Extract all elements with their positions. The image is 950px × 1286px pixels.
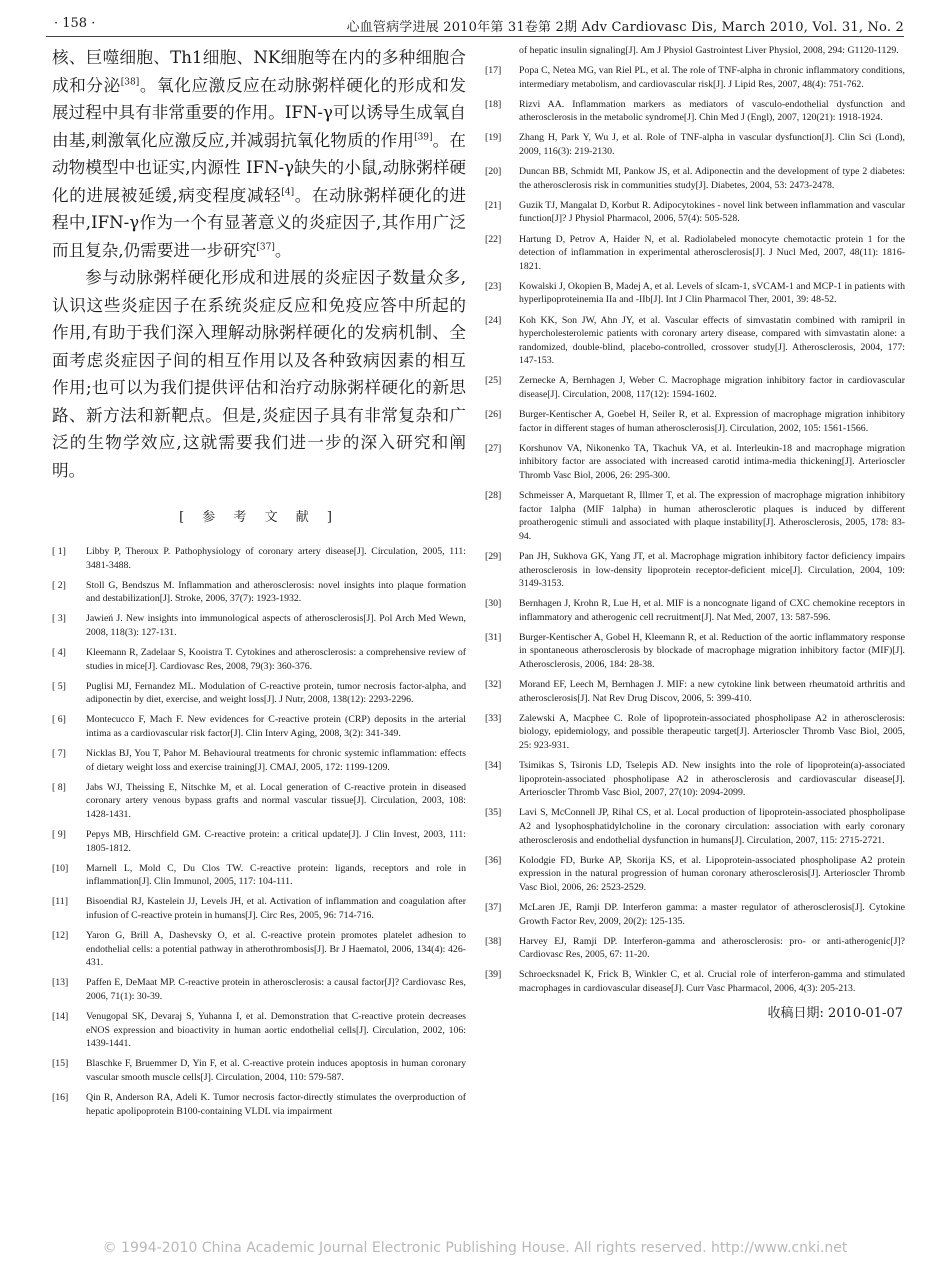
reference-text: Qin R, Anderson RA, Adeli K. Tumor necrosis factor-directly stimulates the overproduction of hepatic apolipoprotein B100-containing VLDL via impairment (86, 1092, 466, 1117)
reference-text: Venugopal SK, Devaraj S, Yuhanna I, et al. Demonstration that C-reactive protein decreases eNOS expression and bioactivity in human aortic endothelial cells[J]. Circulation, 2002, 106: 1439-1441. (86, 1011, 466, 1050)
reference-text: Bisoendial RJ, Kastelein JJ, Levels JH, et al. Activation of inflammation and coagulation after infusion of C-reactive protein in humans[J]. Circ Res, 2005, 96: 714-716. (86, 896, 466, 922)
reference-number: [35] (485, 807, 502, 819)
reference-number: [ 8] (52, 781, 66, 793)
reference-text: Puglisi MJ, Fernandez ML. Modulation of C-reactive protein, tumor necrosis factor-alpha, and adiponectin by diet, exercise, and weight loss[J]. J Nutr, 2008, 138(12): 2293-2296. (86, 680, 466, 706)
reference-text: Jabs WJ, Theissing E, Nitschke M, et al. Local generation of C-reactive protein in diseased coronary artery venous bypass grafts and normal vascular tissue[J]. Circulation, 2003, 108: 1428-1431. (86, 781, 466, 820)
copyright-footer: © 1994-2010 China Academic Journal Electronic Publishing House. All rights reserved. http://www.cnki.net (102, 1240, 848, 1256)
reference-number: [ 1] (52, 546, 66, 557)
reference-item (485, 199, 905, 226)
reference-item (52, 1091, 466, 1118)
reference-item (52, 646, 466, 673)
paragraph-text: 。氧化应激反应在动脉粥样硬化的形成和发展过程中具有非常重要的作用。IFN-γ可以诱导生成氧自由基,刺激氧化应激反应,并减弱抗氧化物质的作用 (52, 75, 467, 150)
reference-item (485, 806, 905, 847)
reference-text: Zernecke A, Bernhagen J, Weber C. Macrophage migration inhibitory factor in cardiovascular disease[J]. Circulation, 2008, 117(12): 1594-1602. (519, 375, 905, 400)
reference-text: Schmeisser A, Marquetant R, Illmer T, et al. The expression of macrophage migration inhibitory factor 1alpha (MIF 1alpha) in human atherosclerotic plaques is induced by different proatherogenic stimuli and associated with plaque instability[J]. Atherosclerosis, 2005, 178: 83-94. (519, 490, 905, 542)
reference-list-right (485, 64, 905, 995)
reference-text: Zalewski A, Macphee C. Role of lipoprotein-associated phospholipase A2 in atherosclerosis: biology, epidemiology, and possible therapeutic target[J]. Arterioscler Thromb Vasc Biol, 2005, 25: 923-931. (519, 712, 905, 752)
reference-number: [ 2] (52, 579, 66, 591)
reference-text: Kolodgie FD, Burke AP, Skorija KS, et al. Lipoprotein-associated phospholipase A2 protein expression in the natural progression of human coronary atherosclerosis[J]. Arterioscler Thromb Vasc Biol, 2006, 26: 2523-2529. (519, 854, 905, 893)
reference-number: [16] (52, 1092, 69, 1104)
reference-text: Montecucco F, Mach F. New evidences for C-reactive protein (CRP) deposits in the arterial intima as a cardiovascular risk factor[J]. Clin Interv Aging, 2008, 3(2): 341-349. (86, 714, 466, 740)
reference-number: [32] (485, 679, 502, 691)
reference-item (52, 1010, 466, 1051)
reference-text: Pepys MB, Hirschfield GM. C-reactive protein: a critical update[J]. J Clin Invest, 2003, 111: 1805-1812. (86, 829, 466, 854)
reference-number: [13] (52, 977, 69, 989)
reference-number: [ 6] (52, 714, 66, 726)
reference-item (485, 374, 905, 401)
received-date: 收稿日期: 2010-01-07 (767, 1006, 903, 1022)
reference-number: [22] (485, 233, 502, 245)
reference-item (485, 759, 905, 800)
reference-text: Morand EF, Leech M, Bernhagen J. MIF: a new cytokine link between rheumatoid arthritis and atherosclerosis[J]. Nat Rev Drug Discov, 2006, 5: 399-410. (519, 679, 905, 704)
reference-text: Marnell L, Mold C, Du Clos TW. C-reactive protein: ligands, receptors and role in inflammation[J]. Clin Immunol, 2005, 117: 104-111. (86, 862, 466, 888)
reference-item (52, 862, 466, 889)
reference-number: [39] (485, 969, 502, 981)
paragraph-text: 参与动脉粥样硬化形成和进展的炎症因子数量众多,认识这些炎症因子在系统炎症反应和免疫应答中所起的作用,有助于我们深入理解动脉粥样硬化的发病机制、全面考虑炎症因子间的相互作用以及各种致病因素的相互作用;也可以为我们提供评估和治疗动脉粥样硬化的新思路、新方法和新靶点。但是,炎症因子具有非常复杂和广泛的生物学效应,这就需要我们进一步的深入研究和阐明。 (52, 268, 466, 480)
reference-text: Nicklas BJ, You T, Pahor M. Behavioural treatments for chronic systemic inflammation: effects of dietary weight loss and exercise training[J]. CMAJ, 2005, 172: 1199-1209. (86, 748, 466, 773)
reference-number: [24] (485, 314, 502, 326)
reference-text: Paffen E, DeMaat MP. C-reactive protein in atherosclerosis: a causal factor[J]? Cardiovasc Res, 2006, 71(1): 30-39. (86, 977, 466, 1003)
reference-number: [21] (485, 199, 502, 211)
reference-item (52, 1057, 466, 1084)
right-column (485, 44, 905, 1021)
reference-text: Koh KK, Son JW, Ahn JY, et al. Vascular effects of simvastatin combined with ramipril in hypercholesterolemic patients with coronary artery disease, compared with simvastatin alone: a randomized, double-blind, placebo-controlled, crossover study[J]. Atherosclerosis, 2004, 177: 147-153. (519, 314, 905, 367)
reference-item (485, 442, 905, 483)
reference-item (52, 781, 466, 822)
reference-item (485, 935, 905, 962)
reference-text: Rizvi AA. Inflammation markers as mediators of vasculo-endothelial dysfunction and atherosclerosis in the metabolic syndrome[J]. Chin Med J (Engl), 2007, 120(21): 1918-1924. (519, 98, 905, 124)
reference-number: [ 9] (52, 829, 66, 841)
body-paragraph (52, 44, 466, 264)
citation-marker: [39] (414, 131, 433, 142)
reference-number: [20] (485, 166, 502, 178)
reference-text: Duncan BB, Schmidt MI, Pankow JS, et al. Adiponectin and the development of type 2 diabetes: the atherosclerosis risk in communities study[J]. Diabetes, 2004, 53: 2473-2478. (519, 166, 905, 191)
reference-item (52, 929, 466, 970)
reference-item (485, 98, 905, 125)
reference-number: [10] (52, 862, 69, 874)
reference-item (485, 280, 905, 307)
reference-item (485, 968, 905, 995)
reference-text: Zhang H, Park Y, Wu J, et al. Role of TNF-alpha in vascular dysfunction[J]. Clin Sci (Lond), 2009, 116(3): 219-2130. (519, 132, 905, 158)
reference-number: [28] (485, 490, 502, 502)
reference-number: [31] (485, 631, 502, 643)
reference-number: [19] (485, 132, 502, 144)
citation-marker: [37] (256, 241, 275, 252)
page-header (46, 14, 904, 37)
page-number: · 158 · (54, 16, 96, 31)
reference-number: [36] (485, 854, 502, 866)
body-paragraph (52, 264, 466, 484)
reference-number: [37] (485, 901, 502, 913)
reference-text: Jawień J. New insights into immunological aspects of atherosclerosis[J]. Pol Arch Med Wewn, 2008, 118(3): 127-131. (86, 613, 466, 638)
left-column (52, 44, 466, 1125)
reference-text: Libby P, Theroux P. Pathophysiology of coronary artery disease[J]. Circulation, 2005, 111: 3481-3488. (86, 546, 466, 571)
citation-marker: [4] (281, 186, 295, 197)
paragraph-text: 。 (274, 240, 292, 260)
reference-item (52, 976, 466, 1003)
reference-item (485, 314, 905, 368)
reference-item (485, 131, 905, 158)
reference-item (52, 828, 466, 855)
reference-text: Pan JH, Sukhova GK, Yang JT, et al. Macrophage migration inhibitory factor deficiency impairs atherosclerosis in low-density lipoprotein receptor-deficient mice[J]. Circulation, 2004, 109: 3149-3153. (519, 550, 905, 590)
reference-number: [12] (52, 930, 69, 942)
reference-number: [ 4] (52, 647, 66, 659)
reference-item (485, 854, 905, 895)
reference-number: [ 3] (52, 613, 66, 625)
reference-number: [11] (52, 896, 68, 908)
reference-number: [ 7] (52, 748, 66, 760)
reference-16-continuation: of hepatic insulin signaling[J]. Am J Physiol Gastrointest Liver Physiol, 2008, 294: G1120-1129. (519, 45, 899, 56)
reference-item (52, 747, 466, 774)
reference-item (52, 612, 466, 639)
reference-item (52, 545, 466, 572)
reference-text: Harvey EJ, Ramji DP. Interferon-gamma and atherosclerosis: pro- or anti-atherogenic[J]? Cardiovasc Res, 2005, 67: 11-20. (519, 935, 905, 961)
reference-text: Tsimikas S, Tsironis LD, Tselepis AD. New insights into the role of lipoprotein(a)-associated lipoprotein-associated phospholipase A2 in atherosclerosis and cardiovascular disease[J]. Arterioscler Thromb Vasc Biol, 2007, 27(10): 2094-2099. (519, 760, 905, 799)
citation-marker: [38] (120, 76, 140, 87)
reference-number: [18] (485, 98, 502, 110)
reference-text: Yaron G, Brill A, Dashevsky O, et al. C-reactive protein promotes platelet adhesion to endothelial cells: a potential pathway in atherothrombosis[J]. Br J Haematol, 2006, 134(4): 426-431. (86, 930, 466, 969)
reference-text: Burger-Kentischer A, Goebel H, Seiler R, et al. Expression of macrophage migration inhibitory factor in different stages of human atherosclerosis[J]. Circulation, 2002, 105: 1561-1566. (519, 409, 905, 434)
reference-text: Schroecksnadel K, Frick B, Winkler C, et al. Crucial role of interferon-gamma and stimulated macrophages in cardiovascular disease[J]. Curr Vasc Pharmacol, 2006, 4(3): 205-213. (519, 969, 905, 994)
reference-text: Stoll G, Bendszus M. Inflammation and atherosclerosis: novel insights into plaque formation and destabilization[J]. Stroke, 2006, 37(7): 1923-1932. (86, 579, 466, 605)
reference-number: [17] (485, 65, 502, 77)
reference-item (485, 901, 905, 928)
reference-text: Blaschke F, Bruemmer D, Yin F, et al. C-reactive protein induces apoptosis in human coronary vascular smooth muscle cells[J]. Circulation, 2004, 110: 579-587. (86, 1058, 466, 1083)
reference-list-left (52, 545, 466, 1118)
reference-item (485, 233, 905, 274)
reference-item (52, 713, 466, 740)
reference-number: [15] (52, 1058, 69, 1070)
reference-item (485, 597, 905, 624)
reference-number: [33] (485, 712, 502, 724)
reference-number: [25] (485, 375, 502, 387)
reference-item (485, 408, 905, 435)
reference-number: [27] (485, 442, 502, 454)
reference-item (52, 579, 466, 606)
references-heading: [ 参 考 文 献 ] (179, 510, 339, 525)
paragraph-text: 。在动物模型中也证实,内源性 IFN-γ缺失的小鼠,动脉粥样硬化的进展被延缓,病变程度减轻 (52, 130, 466, 205)
paragraph-text: 核、巨噬细胞、Th1细胞、NK细胞等在内的多种细胞合成和分泌 (52, 48, 466, 95)
reference-item (485, 489, 905, 543)
reference-number: [23] (485, 280, 502, 292)
reference-item (485, 631, 905, 672)
reference-text: Kleemann R, Zadelaar S, Kooistra T. Cytokines and atherosclerosis: a comprehensive review of studies in mice[J]. Cardiovasc Res, 2008, 79(3): 360-376. (86, 647, 466, 672)
reference-text: Burger-Kentischer A, Gobel H, Kleemann R, et al. Reduction of the aortic inflammatory response in spontaneous atherosclerosis by blockade of macrophage migration inhibitory factor (MIF)[J]. Atherosclerosis, 2006, 184: 28-38. (519, 631, 905, 671)
reference-text: Kowalski J, Okopien B, Madej A, et al. Levels of sIcam-1, sVCAM-1 and MCP-1 in patients with hyperlipoproteinemia IIa and -IIb[J]. Int J Clin Pharmacol Ther, 2001, 39: 48-52. (519, 280, 905, 306)
reference-text: Guzik TJ, Mangalat D, Korbut R. Adipocytokines - novel link between inflammation and vascular function[J]? J Physiol Pharmacol, 2006, 57(4): 505-528. (519, 199, 905, 225)
reference-number: [38] (485, 935, 502, 947)
journal-running-title: 心血管病学进展 2010年第 31卷第 2期 Adv Cardiovasc Dis, March 2010, Vol. 31, No. 2 (346, 20, 904, 35)
reference-item (485, 712, 905, 753)
reference-text: McLaren JE, Ramji DP. Interferon gamma: a master regulator of atherosclerosis[J]. Cytokine Growth Factor Rev, 2009, 20(2): 125-135. (519, 901, 905, 927)
reference-text: Korshunov VA, Nikonenko TA, Tkachuk VA, et al. Interleukin-18 and macrophage migration inhibitory factor are associated with increased carotid intima-media thickening[J]. Arterioscler Thromb Vasc Biol, 2006, 26: 295-300. (519, 442, 905, 481)
reference-number: [30] (485, 598, 502, 610)
reference-text: Popa C, Netea MG, van Riel PL, et al. The role of TNF-alpha in chronic inflammatory conditions, intermediary metabolism, and cardiovascular risk[J]. J Lipid Res, 2007, 48(4): 751-762. (519, 65, 905, 90)
reference-item (485, 64, 905, 91)
reference-item (52, 680, 466, 707)
reference-number: [14] (52, 1011, 69, 1023)
reference-number: [26] (485, 409, 502, 421)
reference-item (485, 550, 905, 591)
reference-number: [ 5] (52, 680, 66, 692)
paragraph-text: 。在动脉粥样硬化的进程中,IFN-γ作为一个有显著意义的炎症因子,其作用广泛而且复杂,仍需要进一步研究 (52, 185, 466, 260)
reference-item (485, 678, 905, 705)
body-text (52, 44, 466, 484)
reference-number: [29] (485, 550, 502, 562)
reference-text: Lavi S, McConnell JP, Rihal CS, et al. Local production of lipoprotein-associated phospholipase A2 and lysophosphatidylcholine in the coronary circulation: association with early coronary atherosclerosis and endothelial dysfunction in humans[J]. Circulation, 2007, 115: 2715-2721. (519, 807, 905, 846)
reference-item (485, 165, 905, 192)
reference-text: Hartung D, Petrov A, Haider N, et al. Radiolabeled monocyte chemotactic protein 1 for the detection of inflammation in experimental atherosclerosis[J]. J Nucl Med, 2007, 48(11): 1816-1821. (519, 233, 905, 272)
reference-text: Bernhagen J, Krohn R, Lue H, et al. MIF is a noncognate ligand of CXC chemokine receptors in inflammatory and atherogenic cell recruitment[J]. Nat Med, 2007, 13: 587-596. (519, 598, 905, 623)
reference-number: [34] (485, 760, 502, 772)
reference-item (52, 895, 466, 922)
